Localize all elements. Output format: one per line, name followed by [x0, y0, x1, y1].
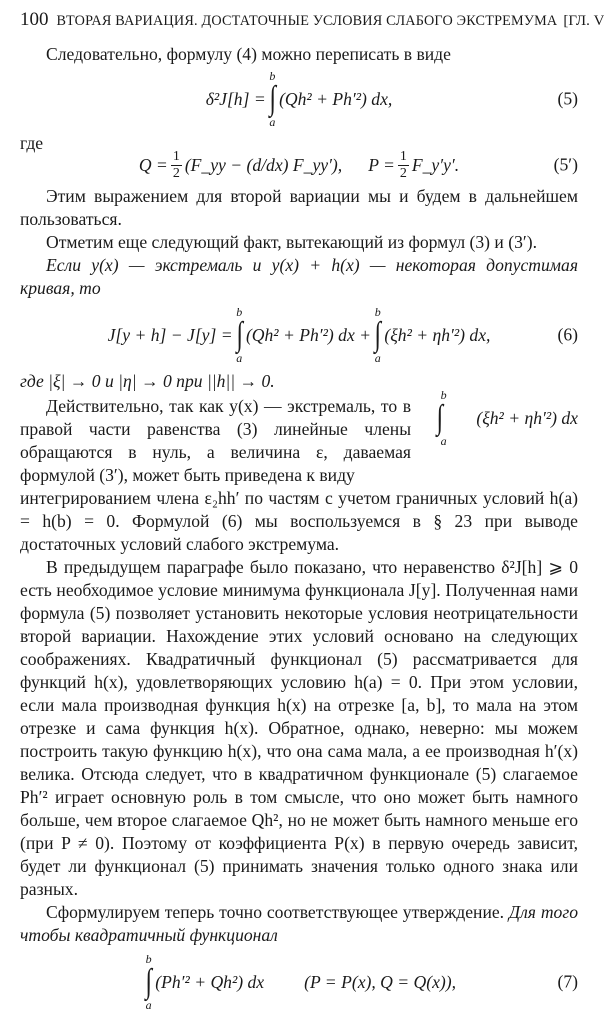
equation-term: (ξh² + ηh′²) dx,: [384, 324, 491, 345]
paragraph: где: [20, 133, 44, 153]
integral-upper-limit: b: [440, 388, 447, 402]
paragraph: интегрированием члена ε₂hh′ по частям с учетом граничных условий h(a) = h(b) = 0. Формулой (6) мы воспользуемся в § 23 при выводе достаточных условий слабого экстремума.: [20, 488, 578, 554]
q-rhs: (F_yy − (d/dx) F_yy′),: [184, 154, 343, 175]
equation-5: [20, 68, 578, 130]
q-lhs: Q =: [138, 154, 168, 175]
integral-upper-limit: b: [145, 952, 152, 966]
paragraph-text: Сформулируем теперь точно соответствующее утверждение.: [46, 902, 505, 922]
paragraph: Этим выражением для второй вариации мы и будем в дальнейшем пользоваться.: [20, 186, 578, 229]
integral-sign: b ∫ a: [269, 69, 276, 129]
inline-integral: [411, 389, 578, 447]
paragraph-italic: где |ξ| → 0 и |η| → 0 при ||h|| → 0.: [20, 371, 275, 391]
page-header: [20, 8, 604, 33]
paragraph: В предыдущем параграфе было показано, что неравенство δ²J[h] ⩾ 0 есть необходимое условие минимума функционала J[y]. Полученная нами формула (5) позволяет установить некоторые условия неотрицательности второй вариации. Нахождение этих условий основано на следующих соображениях. Квадратичный функционал (5) рассматривается для функций h(x), удовлетворяющих условию h(a) = 0. При этом условии, если мала производная функция h(x) на отрезке [a, b], то мала на этом отрезке и сама функция h(x). Обратное, однако, неверно: мы можем построить такую функцию h(x), что она сама мала, а ее производная h′(x) велика. Отсюда следует, что в квадратичном функционале (5) слагаемое Ph′² играет основную роль в том смысле, что оно может быть намного больше, чем второе слагаемое Qh², но не может быть намного меньше его (при P ≠ 0). Поэтому от коэффициента P(x) в первую очередь зависит, будет ли функционал (5) принимать значения только одного знака или разных.: [20, 557, 578, 899]
page-number: 100: [20, 9, 49, 30]
chapter-label: [ГЛ. V: [563, 13, 604, 29]
paragraph-text: Действительно, так как y(x) — экстремаль, то в правой части равенства (3) линейные члены обращаются в нуль, а величина ε, даваемая формулой (3′), может быть приведена к виду: [20, 396, 412, 485]
integral-upper-limit: b: [374, 305, 381, 319]
paragraph: [20, 901, 578, 947]
equation-integrand: (Ph′² + Qh²) dx: [155, 971, 265, 992]
integral-lower-limit: a: [236, 351, 243, 365]
integral-lower-limit: a: [440, 434, 447, 448]
running-title: ВТОРАЯ ВАРИАЦИЯ. ДОСТАТОЧНЫЕ УСЛОВИЯ СЛАБОГО ЭКСТРЕМУМА: [56, 13, 558, 29]
fraction-one-half: $\frac{1}{2}$: [399, 149, 407, 181]
equation-lhs: J[y + h] − J[y] =: [107, 324, 233, 345]
equation-number: (7): [557, 971, 578, 992]
paragraph: Следовательно, формулу (4) можно переписать в виде: [46, 44, 451, 64]
paragraph-text-italic: Для того чтобы квадратичный функционал: [20, 902, 578, 945]
integral-upper-limit: b: [269, 69, 276, 83]
integral-upper-limit: b: [236, 305, 243, 319]
integral-lower-limit: a: [145, 998, 152, 1012]
integral-lower-limit: a: [269, 115, 276, 129]
paragraph-italic: Если y(x) — экстремаль и y(x) + h(x) — некоторая допустимая кривая, то: [20, 255, 578, 298]
equation-number: (5′): [553, 154, 578, 175]
fraction-one-half: $\frac{1}{2}$: [172, 149, 180, 181]
integral-sign: b ∫ a: [236, 305, 243, 365]
inline-integrand: (ξh² + ηh′²) dx: [476, 407, 578, 428]
equation-number: (6): [557, 324, 578, 345]
integral-lower-limit: a: [374, 351, 381, 365]
integral-sign: b ∫ a: [413, 389, 448, 447]
integral-sign: b ∫ a: [145, 952, 152, 1012]
equation-number: (5): [557, 88, 578, 109]
paragraph: [20, 388, 578, 487]
p-lhs: P =: [368, 154, 395, 175]
equation-lhs: δ²J[h] =: [205, 88, 266, 109]
equation-term: (Qh² + Ph′²) dx +: [245, 324, 372, 345]
equation-condition: (P = P(x), Q = Q(x)),: [304, 971, 457, 992]
equation-5-prime: [20, 147, 578, 183]
p-rhs: F_y′y′.: [411, 154, 460, 175]
equation-7: [20, 949, 578, 1015]
integral-sign: b ∫ a: [374, 305, 381, 365]
equation-6: [20, 302, 578, 368]
equation-integrand: (Qh² + Ph′²) dx,: [279, 88, 393, 109]
paragraph: Отметим еще следующий факт, вытекающий из формул (3) и (3′).: [46, 232, 538, 252]
